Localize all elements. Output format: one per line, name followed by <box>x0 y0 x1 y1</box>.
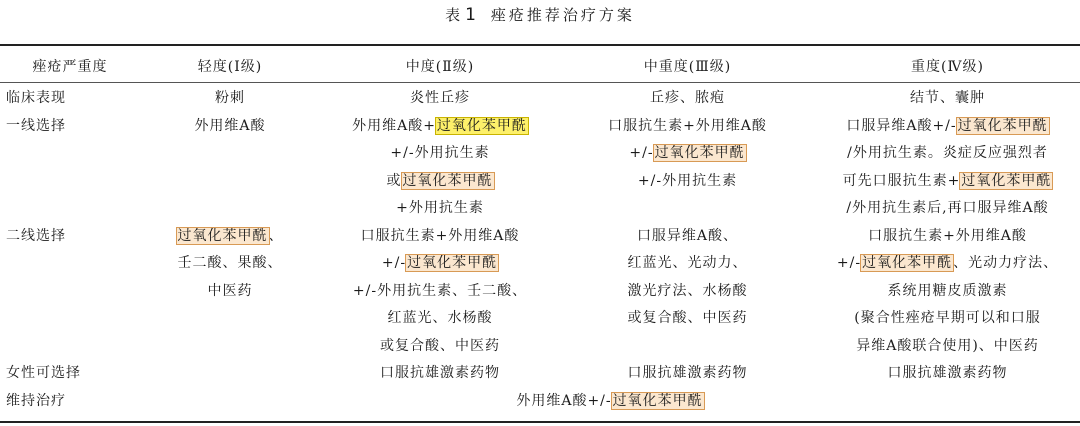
caption-title: 痤疮推荐治疗方案 <box>490 6 635 24</box>
highlighted-term: 过氧化苯甲酰 <box>436 117 527 134</box>
highlighted-term: 过氧化苯甲酰 <box>402 172 493 189</box>
highlighted-term: 过氧化苯甲酰 <box>407 255 498 271</box>
header-moderate: 中度(Ⅱ级) <box>405 59 475 75</box>
table-row-first-line <box>0 113 1080 223</box>
header-severity: 痤疮严重度 <box>32 59 108 75</box>
cell-female-severe: 口服抗雄激素药物 <box>887 365 1008 381</box>
highlighted-term: 过氧化苯甲酰 <box>177 227 268 244</box>
cell-first-line-moderate: 外用维A酸+过氧化苯甲酰 +/-外用抗生素 或过氧化苯甲酰 +外用抗生素 <box>352 117 527 216</box>
cell-clinical-mild: 粉刺 <box>215 90 245 106</box>
table-bottom-rule <box>0 421 1080 423</box>
cell-first-line-moderate-severe: 口服抗生素+外用维A酸 +/-过氧化苯甲酰 +/-外用抗生素 <box>608 117 767 189</box>
cell-clinical-moderate-severe: 丘疹、脓疱 <box>650 90 725 106</box>
header-mild: 轻度(Ⅰ级) <box>197 59 263 75</box>
highlighted-term: 过氧化苯甲酰 <box>654 145 745 161</box>
table-row-second-line <box>0 223 1080 361</box>
highlighted-term: 过氧化苯甲酰 <box>612 392 703 409</box>
cell-second-line-moderate: 口服抗生素+外用维A酸 +/-过氧化苯甲酰 +/-外用抗生素、壬二酸、 红蓝光、水杨酸 或复合酸、中医药 <box>352 227 528 354</box>
caption-label: 表 <box>445 6 464 24</box>
cell-female-moderate-severe: 口服抗雄激素药物 <box>627 365 748 381</box>
table-row-maintenance <box>0 388 1080 416</box>
table-top-rule <box>0 44 1080 46</box>
cell-second-line-moderate-severe: 口服异维A酸、 红蓝光、光动力、 激光疗法、水杨酸 或复合酸、中医药 <box>627 227 748 326</box>
cell-female-mild <box>140 360 320 388</box>
table-caption <box>0 4 1080 26</box>
treatment-table <box>0 52 1080 415</box>
highlighted-term: 过氧化苯甲酰 <box>862 255 953 271</box>
row-label-first-line: 一线选择 <box>6 117 66 134</box>
cell-first-line-mild: 外用维A酸 <box>194 117 266 134</box>
caption-number: 1 <box>465 5 479 25</box>
header-moderate-severe: 中重度(Ⅲ级) <box>643 59 732 75</box>
cell-female-moderate: 口服抗雄激素药物 <box>380 365 500 381</box>
cell-first-line-severe: 口服异维A酸+/-过氧化苯甲酰 /外用抗生素。炎症反应强烈者 可先口服抗生素+过氧化苯甲酰 /外用抗生素后,再口服异维A酸 <box>842 117 1052 216</box>
table-row-female <box>0 360 1080 388</box>
highlighted-term: 过氧化苯甲酰 <box>957 117 1048 134</box>
row-label-maintenance: 维持治疗 <box>6 392 66 409</box>
row-label-second-line: 二线选择 <box>6 227 66 244</box>
cell-second-line-severe: 口服抗生素+外用维A酸 +/-过氧化苯甲酰、光动力疗法、 系统用糖皮质激素 (聚合性痤疮早期可以和口服 异维A酸联合使用)、中医药 <box>836 227 1059 354</box>
cell-clinical-severe: 结节、囊肿 <box>910 90 985 106</box>
header-severe: 重度(Ⅳ级) <box>911 59 984 75</box>
cell-clinical-moderate: 炎性丘疹 <box>410 90 470 106</box>
cell-maintenance-all: 外用维A酸+/-过氧化苯甲酰 <box>516 392 703 409</box>
row-label-clinical: 临床表现 <box>6 90 66 106</box>
cell-second-line-mild: 过氧化苯甲酰、 壬二酸、果酸、 中医药 <box>177 227 284 299</box>
highlighted-term: 过氧化苯甲酰 <box>961 172 1052 189</box>
table-row-clinical <box>0 85 1080 113</box>
row-label-female: 女性可选择 <box>6 365 81 381</box>
header-row <box>0 52 1080 82</box>
